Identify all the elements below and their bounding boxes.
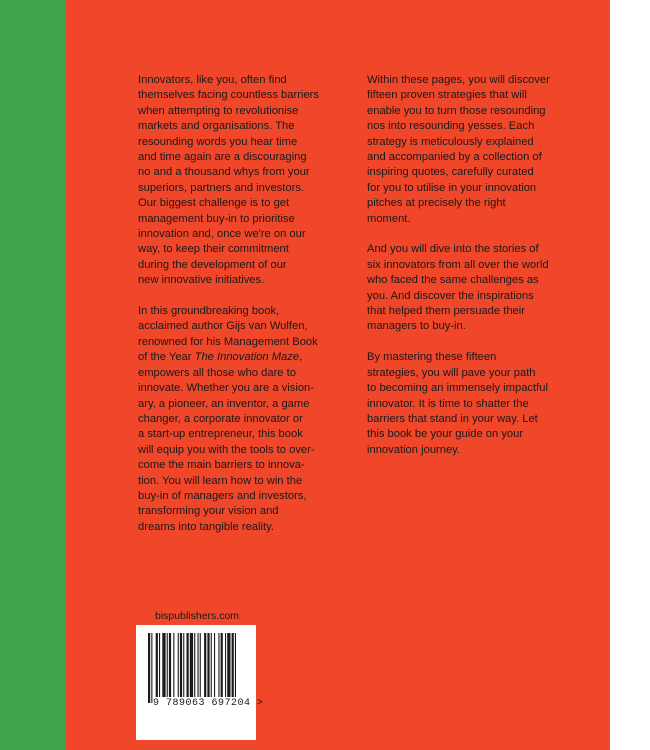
text-line: nos into resounding yesses. Each [367, 120, 535, 133]
barcode-bar [204, 633, 206, 697]
text-line: inspiring quotes, carefully curated [367, 166, 534, 179]
text-line: Within these pages, you will discover [367, 74, 550, 86]
text-line: fifteen proven strategies that will [367, 89, 527, 102]
barcode-bar [214, 633, 215, 697]
text-line: strategy is meticulously explained [367, 135, 534, 148]
text-line: come the main barriers to innova- [138, 459, 305, 472]
text-line: new innovative initiatives. [138, 274, 265, 287]
text-line: innovate. Whether you are a vision- [138, 382, 314, 395]
text-line: when attempting to revolutionise [138, 104, 299, 117]
text-line: six innovators from all over the world [367, 258, 549, 271]
text-line: innovation and, once we're on our [138, 228, 306, 241]
text-line: renowned for his Management Book [138, 335, 318, 348]
text-line: innovator. It is time to shatter the [367, 397, 529, 410]
text-line: way, to keep their commitment [138, 243, 289, 256]
barcode-bar [173, 633, 174, 697]
text-line: acclaimed author Gijs van Wulfen, [138, 320, 308, 333]
text-line: pitches at precisely the right [367, 197, 506, 210]
text-line: By mastering these fifteen [367, 351, 497, 364]
text-line: innovation journey. [367, 443, 461, 456]
barcode-bar [207, 633, 209, 697]
text-line: changer, a corporate innovator or [138, 412, 303, 425]
isbn-barcode [136, 625, 256, 740]
barcode-bar [167, 633, 168, 697]
barcode-bar [211, 633, 212, 697]
text-line: ary, a pioneer, an inventor, a game [138, 397, 310, 410]
barcode-graphic [136, 625, 256, 740]
right-paragraph-2 [367, 242, 582, 334]
text-line: Our biggest challenge is to get [138, 197, 290, 210]
barcode-bar [235, 633, 236, 697]
text-segment: , [299, 351, 303, 364]
barcode-bar [194, 633, 195, 697]
text-line: And you will dive into the stories of [367, 243, 539, 256]
text-line: markets and organisations. The [138, 120, 295, 133]
barcode-bar [151, 633, 152, 703]
text-line: will equip you with the tools to over- [138, 443, 315, 456]
text-line: strategies, you will pave your path [367, 366, 536, 379]
barcode-bar [183, 633, 184, 697]
text-line: and time again are a discouraging [138, 151, 307, 164]
text-line: resounding words you hear time [138, 135, 298, 148]
barcode-bar [187, 633, 189, 697]
text-line: for you to utilise in your innovation [367, 181, 537, 194]
barcode-bar [198, 633, 199, 697]
text-line: moment. [367, 212, 411, 225]
barcode-bar [200, 633, 201, 697]
barcode-bar [156, 633, 158, 697]
text-line: empowers all those who dare to [138, 366, 296, 379]
barcode-bar [221, 633, 223, 697]
text-line: to becoming an immensely impactful [367, 382, 548, 395]
left-text-column [138, 73, 353, 551]
text-line: managers to buy-in. [367, 320, 466, 333]
isbn-digits: 9 789063 697204 > [153, 698, 264, 709]
text-line: during the development of our [138, 258, 287, 271]
barcode-bar [148, 633, 150, 703]
text-line: this book be your guide on your [367, 428, 524, 441]
text-line: buy-in of managers and investors, [138, 489, 307, 502]
text-line: that helped them persuade their [367, 305, 525, 318]
left-paragraph-2 [138, 304, 353, 535]
text-line: themselves facing countless barriers [138, 89, 319, 102]
right-paragraph-3 [367, 350, 582, 458]
text-line: barriers that stand in your way. Let [367, 412, 538, 425]
barcode-bar [232, 633, 234, 697]
left-paragraph-1 [138, 73, 353, 289]
right-paragraph-1 [367, 73, 582, 227]
publisher-url: bispublishers.com [155, 610, 240, 622]
barcode-bar [178, 633, 179, 697]
text-line: superiors, partners and investors. [138, 181, 305, 194]
text-line: tion. You will learn how to win the [138, 474, 303, 487]
text-segment: of the Year [138, 351, 195, 364]
barcode-bar [227, 633, 230, 697]
text-line: In this groundbreaking book, [138, 305, 280, 318]
text-line: management buy-in to prioritise [138, 212, 295, 225]
text-line: you. And discover the inspirations [367, 289, 534, 302]
barcode-bar [159, 633, 160, 697]
text-line: Innovators, like you, often find [138, 74, 287, 86]
text-line: enable you to turn those resounding [367, 104, 546, 117]
text-line-with-book-title [138, 350, 353, 365]
text-line: and accompanied by a collection of [367, 151, 542, 164]
book-title-italic: The Innovation Maze [194, 351, 300, 364]
barcode-bar [169, 633, 171, 697]
text-line: transforming your vision and [138, 505, 279, 518]
right-text-column [367, 73, 582, 474]
green-spine-strip [0, 0, 65, 750]
text-line: who faced the same challenges as [367, 274, 539, 287]
barcode-bar [218, 633, 219, 697]
barcode-bar [180, 633, 182, 697]
barcode-bar [190, 633, 193, 697]
text-line: dreams into tangible reality. [138, 520, 274, 533]
barcode-bar [225, 633, 226, 697]
text-line: a start-up entrepreneur, this book [138, 428, 303, 441]
barcode-bar [162, 633, 165, 697]
text-line: no and a thousand whys from your [138, 166, 310, 179]
